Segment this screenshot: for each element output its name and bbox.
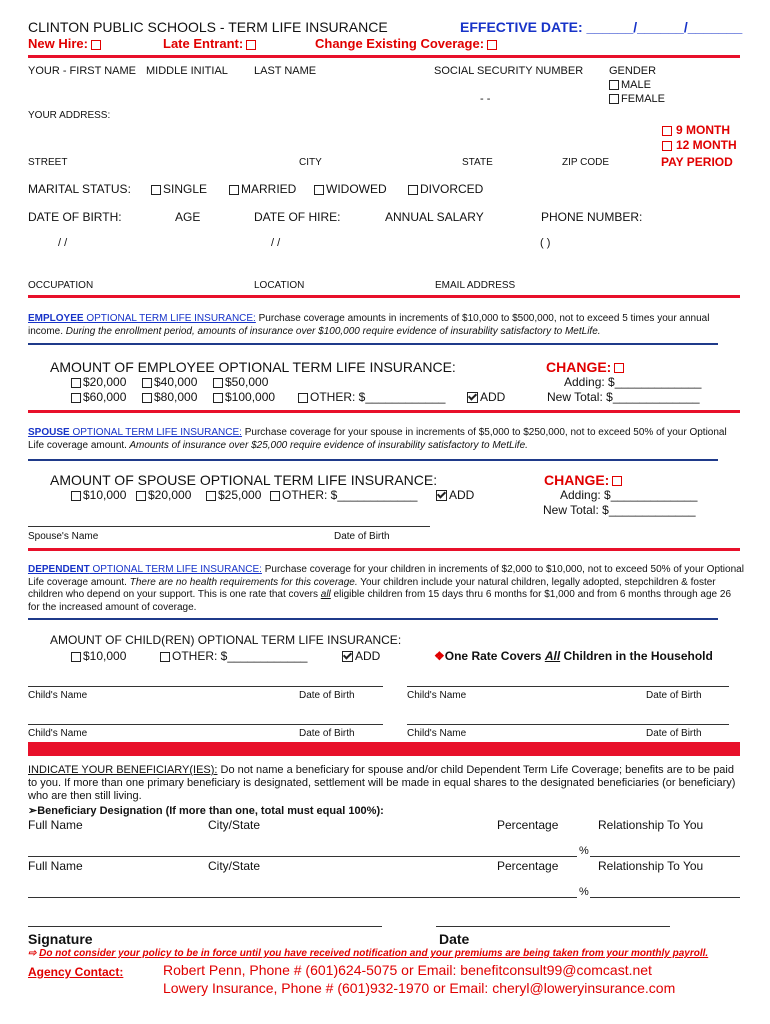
checkbox-icon[interactable] [662,126,672,136]
twelve-month-option[interactable] [662,138,737,152]
emp-opt-60k[interactable] [71,390,126,404]
opt-label: $80,000 [154,390,198,404]
zip-label: ZIP CODE [562,157,610,168]
employee-change-option[interactable] [546,359,624,375]
form-title: CLINTON PUBLIC SCHOOLS - TERM LIFE INSURANCE [28,19,388,35]
relationship-line[interactable] [590,897,740,898]
checkbox-icon[interactable] [609,80,619,90]
beneficiary-desc: Do not name a beneficiary for spouse and/or child Dependent Term Life Coverage; benefits are to be paid to you. If more than one primary beneficiary is designated, settlement will be made in equal shares to the designated beneficiaries (or beneficiary) who are then still living. [28,764,736,802]
percentage-label: Percentage [497,818,559,832]
one-rate-note [434,649,713,663]
checkbox-icon[interactable] [91,40,101,50]
location-label: LOCATION [254,280,305,291]
spouse-desc: Purchase coverage for your spouse in increments of $5,000 to $250,000, not to exceed 50% of your Optional Life coverage amount. [28,427,727,451]
checked-box-icon[interactable] [436,490,447,501]
section-divider [28,548,740,551]
child-name-line[interactable] [407,686,729,687]
dob-label: DATE OF BIRTH: [28,210,122,224]
opt-label: $20,000 [148,488,192,502]
designation-text: Beneficiary Designation (If more than one, total must equal 100%): [37,805,384,817]
ch-opt-other[interactable] [160,649,307,663]
checkbox-icon[interactable] [136,491,146,501]
blue-rule [28,618,718,620]
arrow-icon: ➢ [28,805,38,817]
checkbox-icon[interactable] [229,185,239,195]
emp-opt-80k[interactable] [142,390,197,404]
opt-label: $50,000 [225,375,269,389]
child-dob-label: Date of Birth [299,728,355,739]
beneficiary-line[interactable] [28,856,577,857]
dependent-heading: OPTIONAL TERM LIFE INSURANCE: [89,564,262,575]
dependent-description [28,564,744,614]
opt-label: $10,000 [83,649,127,663]
child-name-label: Child's Name [407,690,467,701]
opt-label: $20,000 [83,375,127,389]
occupation-label: OCCUPATION [28,280,94,291]
full-name-label: Full Name [28,859,83,873]
checkbox-icon[interactable] [71,393,81,403]
beneficiary-heading: INDICATE YOUR BENEFICIARY(IES): [28,764,218,776]
middle-initial-label: MIDDLE INITIAL [146,65,228,77]
widowed-option[interactable] [314,182,387,196]
emp-opt-add[interactable] [467,390,505,404]
spouse-name-label: Spouse's Name [28,531,99,542]
nine-month-option[interactable] [662,123,730,137]
checkbox-icon[interactable] [206,491,216,501]
child-name-label: Child's Name [28,728,88,739]
dependent-desc3: eligible children from 15 days thru 6 months for $1,000 and from 6 months through age 26 for the increased amount of coverage. [28,589,732,613]
emp-opt-40k[interactable] [142,375,197,389]
opt-label: $60,000 [83,390,127,404]
female-label: FEMALE [621,93,666,105]
late-entrant-label: Late Entrant: [163,36,244,51]
checkbox-icon[interactable] [609,94,619,104]
sp-opt-10k[interactable] [71,488,126,502]
opt-label: $10,000 [83,488,127,502]
single-label: SINGLE [163,182,208,196]
child-name-label: Child's Name [28,690,88,701]
child-dob-label: Date of Birth [646,728,702,739]
spouse-desc-italic: Amounts of insurance over $25,000 require evidence of insurability satisfactory to MetLife. [126,439,528,451]
signature-label: Signature [28,931,93,947]
hire-date-input[interactable]: / / [271,237,281,249]
employee-adding[interactable]: Adding: $_____________ [564,375,702,389]
employee-description [28,313,744,338]
checkbox-icon[interactable] [213,393,223,403]
checkbox-icon[interactable] [270,491,280,501]
employee-heading: OPTIONAL TERM LIFE INSURANCE: [83,313,256,324]
spouse-adding[interactable]: Adding: $_____________ [560,488,698,502]
spouse-dob-label: Date of Birth [334,531,390,542]
checkbox-icon[interactable] [160,652,170,662]
employee-new-total[interactable]: New Total: $_____________ [547,390,700,404]
male-label: MALE [621,79,651,91]
beneficiary-designation [28,804,384,817]
percent-sign: % [579,886,589,898]
spouse-change-option[interactable] [544,472,622,488]
emp-opt-20k[interactable] [71,375,126,389]
checkbox-icon[interactable] [487,40,497,50]
employee-desc-italic: During the enrollment period, amounts of insurance over $100,000 require evidence of insurability satisfactory to MetLife. [63,325,601,337]
spouse-heading: OPTIONAL TERM LIFE INSURANCE: [69,427,242,438]
date-label: Date [439,931,470,947]
annual-salary-label: ANNUAL SALARY [385,210,484,224]
notice-text: Do not consider your policy to be in force until you have received notification and your premiums are being taken from your monthly payroll. [39,948,709,959]
ssn-dashes[interactable]: - - [480,93,491,105]
email-label: EMAIL ADDRESS [435,280,516,291]
relationship-label: Relationship To You [598,859,704,873]
checkbox-icon[interactable] [314,185,324,195]
contact-robert-penn[interactable]: Robert Penn, Phone # (601)624-5075 or Email: benefitconsult99@comcast.net [163,962,652,978]
divorced-option[interactable] [408,182,483,196]
opt-label: $100,000 [225,390,276,404]
beneficiary-description [28,764,744,803]
married-option[interactable] [229,182,296,196]
checked-box-icon[interactable] [467,392,478,403]
beneficiary-line[interactable] [28,897,577,898]
checkbox-icon[interactable] [142,378,152,388]
spouse-name-line[interactable] [28,526,430,527]
percent-sign: % [579,845,589,857]
dependent-heading-bold: DEPENDENT [28,564,90,575]
city-state-label: City/State [208,818,261,832]
employee-change-label: CHANGE: [546,359,612,375]
dob-input[interactable]: / / [58,237,68,249]
percentage-label: Percentage [497,859,559,873]
sp-opt-25k[interactable] [206,488,261,502]
spouse-new-total[interactable]: New Total: $_____________ [543,503,696,517]
ch-opt-10k[interactable] [71,649,126,663]
section-divider [28,410,740,413]
policy-notice [28,948,708,959]
child-name-line[interactable] [28,686,383,687]
street-label: STREET [28,157,68,168]
header-divider [28,55,740,58]
phone-label: PHONE NUMBER: [541,210,643,224]
opt-label: OTHER: $____________ [282,488,418,502]
child-name-line[interactable] [28,724,383,725]
checkbox-icon[interactable] [151,185,161,195]
ch-opt-add[interactable] [342,649,380,663]
divorced-label: DIVORCED [420,182,484,196]
city-label: CITY [299,157,322,168]
section-divider-thick [28,742,740,756]
child-amount-title: AMOUNT OF CHILD(REN) OPTIONAL TERM LIFE INSURANCE: [50,633,402,647]
male-option[interactable] [609,79,651,91]
checkbox-icon[interactable] [408,185,418,195]
last-name-label: LAST NAME [254,65,317,77]
opt-label: ADD [480,390,506,404]
late-entrant-option[interactable] [163,36,256,51]
checkbox-icon[interactable] [612,476,622,486]
one-rate-post: Children in the Household [560,649,713,663]
spouse-change-label: CHANGE: [544,472,610,488]
dependent-desc2: Your children include your natural children, legally adopted, stepchildren & foster children who depend on your support. This is one rate that covers [28,576,716,600]
full-name-label: Full Name [28,818,83,832]
section-divider [28,295,740,298]
first-name-label: YOUR - FIRST NAME [28,65,136,77]
dependent-desc-italic: There are no health requirements for this coverage. [126,576,358,588]
new-hire-option[interactable] [28,36,101,51]
opt-label: OTHER: $____________ [310,390,446,404]
checkbox-icon[interactable] [246,40,256,50]
sp-opt-other[interactable] [270,488,417,502]
relationship-line[interactable] [590,856,740,857]
twelve-month-label: 12 MONTH [676,138,737,152]
phone-input[interactable]: ( ) [540,237,551,249]
emp-opt-50k[interactable] [213,375,268,389]
child-name-label: Child's Name [407,728,467,739]
dependent-desc: Purchase coverage for your children in increments of $2,000 to $10,000, not to exceed 50% of your Optional Life coverage amount. [28,564,744,588]
one-rate-all: All [544,649,561,663]
opt-label: ADD [355,649,381,663]
one-rate-pre: One Rate Covers [444,649,545,663]
emp-opt-100k[interactable] [213,390,275,404]
female-option[interactable] [609,93,665,105]
nine-month-label: 9 MONTH [676,123,730,137]
opt-label: $40,000 [154,375,198,389]
contact-lowery-insurance[interactable]: Lowery Insurance, Phone # (601)932-1970 or Email: cheryl@loweryinsurance.com [163,980,676,996]
checkbox-icon[interactable] [71,378,81,388]
ssn-label: SOCIAL SECURITY NUMBER [434,65,584,77]
new-hire-label: New Hire: [28,36,88,51]
city-state-label: City/State [208,859,261,873]
checkbox-icon[interactable] [662,141,672,151]
checkbox-icon[interactable] [298,393,308,403]
arrow-right-icon: ⇨ [28,948,40,959]
opt-label: OTHER: $____________ [172,649,308,663]
marital-status-label: MARITAL STATUS: [28,182,131,196]
date-line[interactable] [436,926,670,927]
child-dob-label: Date of Birth [299,690,355,701]
relationship-label: Relationship To You [598,818,704,832]
checkbox-icon[interactable] [614,363,624,373]
child-dob-label: Date of Birth [646,690,702,701]
blue-rule [28,343,718,345]
dependent-desc-all: all [320,589,331,600]
widowed-label: WIDOWED [326,182,387,196]
spouse-description [28,427,744,452]
change-existing-label: Change Existing Coverage: [315,36,485,51]
signature-line[interactable] [28,926,382,927]
opt-label: $25,000 [218,488,262,502]
spouse-amount-title: AMOUNT OF SPOUSE OPTIONAL TERM LIFE INSURANCE: [50,472,438,488]
sp-opt-20k[interactable] [136,488,191,502]
agency-contact-label: Agency Contact: [28,965,124,979]
checkbox-icon[interactable] [213,378,223,388]
pay-period-label: PAY PERIOD [661,155,733,169]
change-existing-option[interactable] [315,36,497,51]
single-option[interactable] [151,182,207,196]
checkbox-icon[interactable] [142,393,152,403]
married-label: MARRIED [241,182,297,196]
age-label: AGE [175,210,201,224]
employee-heading-bold: EMPLOYEE [28,313,84,324]
diamond-icon: ❖ [434,649,445,663]
gender-label: GENDER [609,65,657,77]
emp-opt-other[interactable] [298,390,445,404]
address-label: YOUR ADDRESS: [28,110,111,121]
spouse-heading-bold: SPOUSE [28,427,70,438]
employee-amount-title: AMOUNT OF EMPLOYEE OPTIONAL TERM LIFE INSURANCE: [50,359,456,375]
blue-rule [28,459,718,461]
date-of-hire-label: DATE OF HIRE: [254,210,341,224]
sp-opt-add[interactable] [436,488,474,502]
employee-desc: Purchase coverage amounts in increments of $10,000 to $500,000, not to exceed 5 times your annual income. [28,313,710,337]
checkbox-icon[interactable] [71,652,81,662]
checked-box-icon[interactable] [342,651,353,662]
state-label: STATE [462,157,493,168]
opt-label: ADD [449,488,475,502]
checkbox-icon[interactable] [71,491,81,501]
effective-date[interactable]: EFFECTIVE DATE: ______/______/_______ [460,19,743,35]
child-name-line[interactable] [407,724,729,725]
